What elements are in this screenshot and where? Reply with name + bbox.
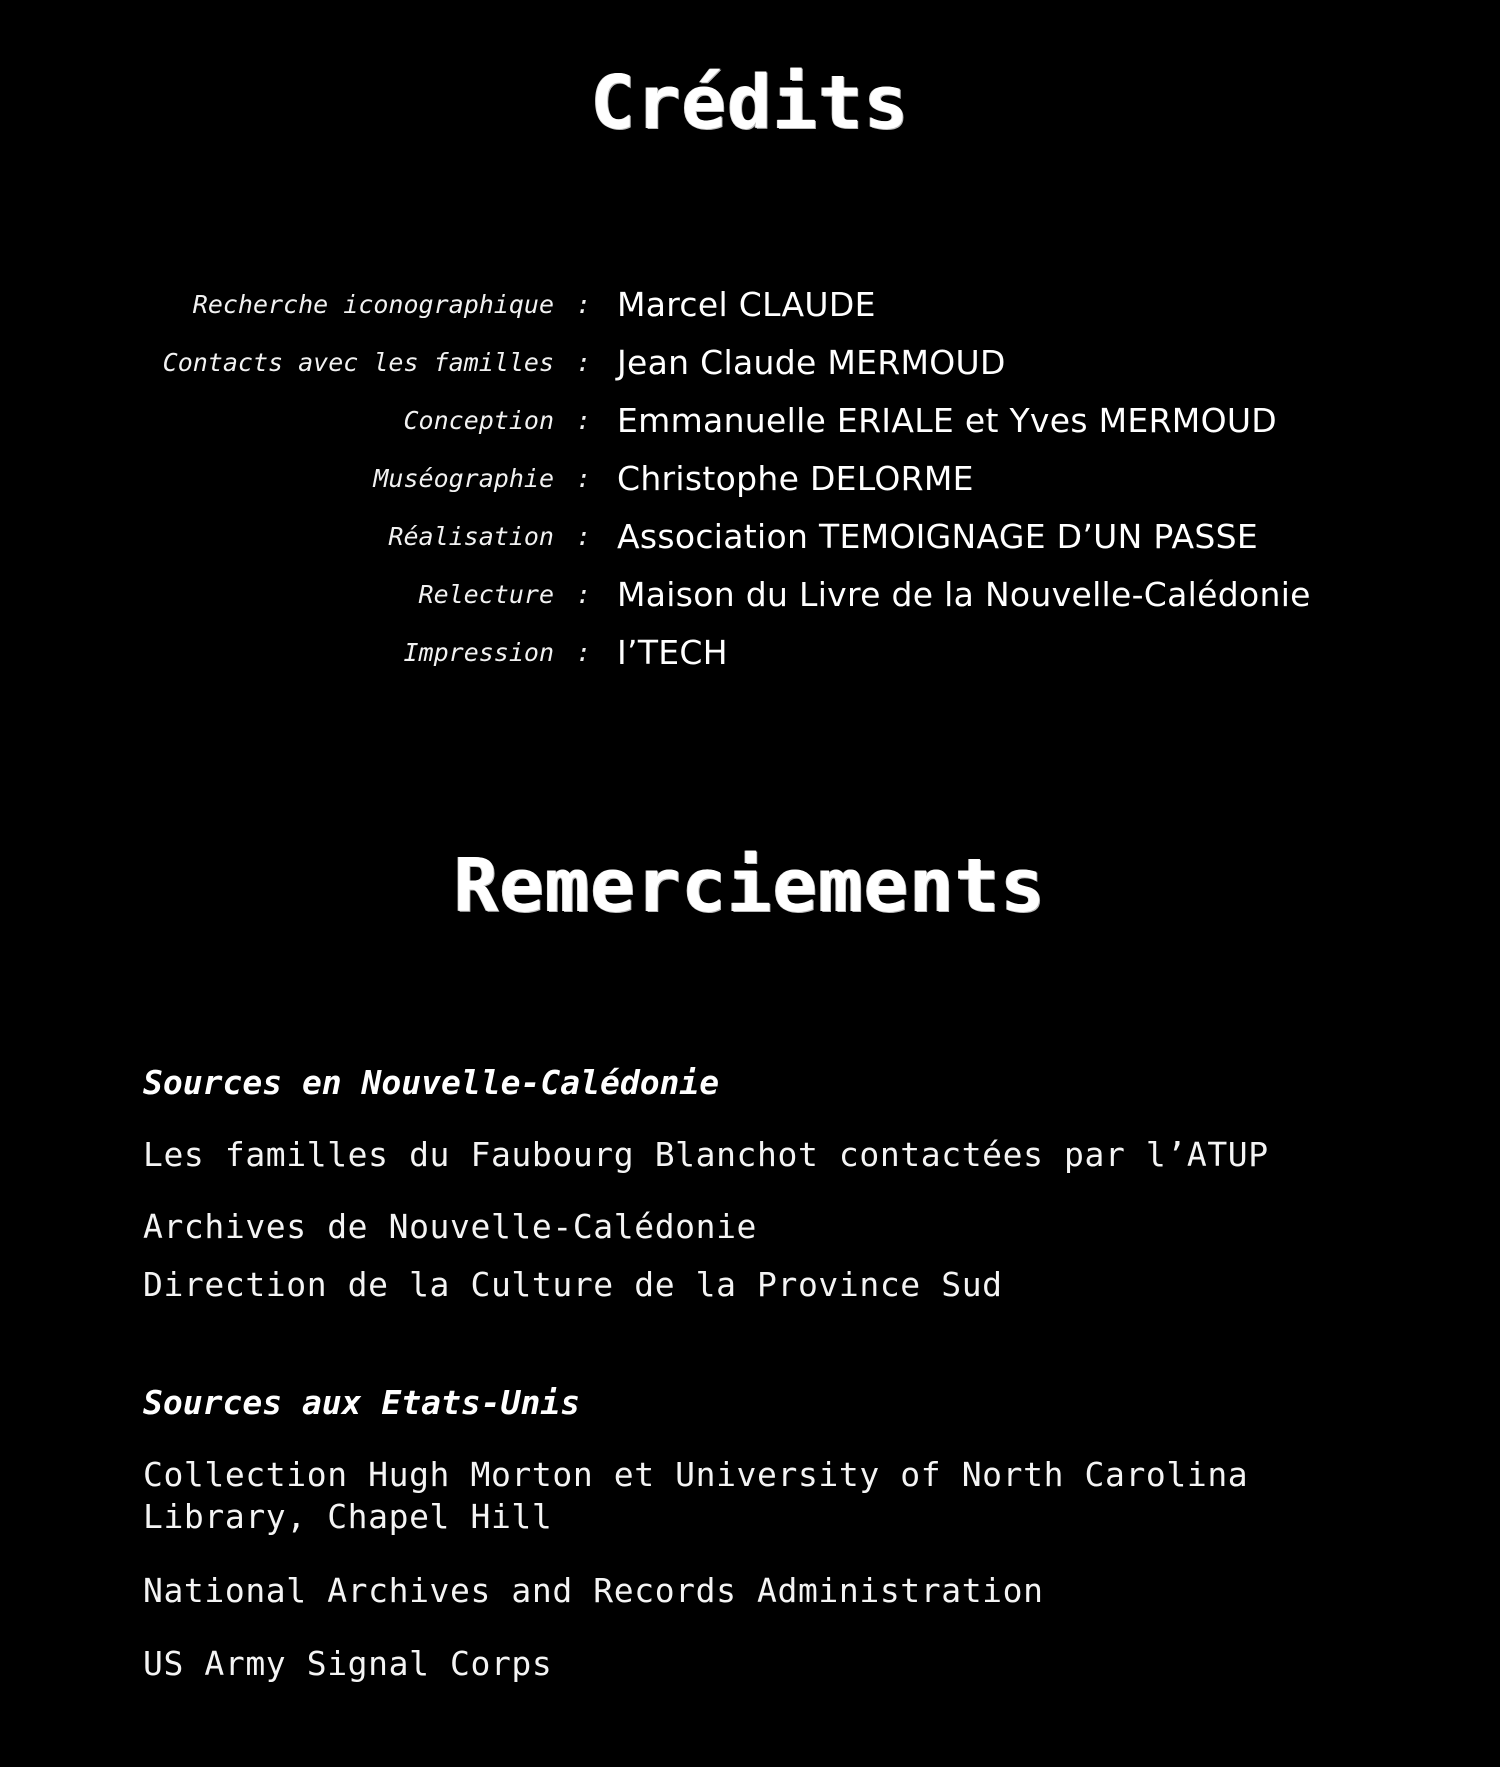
credit-separator: : [576,580,592,609]
credit-row-proofreading [0,571,1500,619]
credit-row-museography [0,455,1500,503]
source-item: Les familles du Faubourg Blanchot contactées par l’ATUP [143,1135,1269,1174]
credit-role: Contacts avec les familles [162,348,554,377]
group-heading-new-caledonia: Sources en Nouvelle-Calédonie [143,1063,720,1102]
credit-role: Relecture [418,580,554,609]
credit-row-iconography [0,281,1500,329]
credit-row-production [0,513,1500,561]
credit-role: Recherche iconographique [192,290,554,319]
credit-name: Maison du Livre de la Nouvelle-Calédonie [617,575,1311,614]
credit-separator: : [576,406,592,435]
credit-name: Christophe DELORME [617,459,974,498]
credit-role: Réalisation [388,522,554,551]
group-heading-united-states: Sources aux Etats-Unis [143,1383,581,1422]
credit-name: Marcel CLAUDE [617,285,876,324]
thanks-title: Remerciements [453,843,1047,929]
credit-name: I’TECH [617,633,728,672]
source-item: Archives de Nouvelle-Calédonie [143,1207,758,1246]
credit-role: Conception [403,406,554,435]
credit-row-contacts [0,339,1500,387]
source-item: National Archives and Records Administration [143,1571,1044,1610]
credit-role: Impression [403,638,554,667]
credit-separator: : [576,290,592,319]
credit-name: Emmanuelle ERIALE et Yves MERMOUD [617,401,1278,440]
credit-separator: : [576,348,592,377]
credit-name: Jean Claude MERMOUD [617,343,1006,382]
credit-separator: : [576,464,592,493]
credit-row-printing [0,629,1500,677]
source-item: US Army Signal Corps [143,1644,553,1683]
credit-name: Association TEMOIGNAGE D’UN PASSE [617,517,1258,556]
credit-separator: : [576,522,592,551]
credit-separator: : [576,638,592,667]
source-item: Direction de la Culture de la Province Sud [143,1265,1003,1304]
source-item: Collection Hugh Morton et University of North Carolina Library, Chapel Hill [143,1455,1249,1536]
credit-role: Muséographie [373,464,554,493]
credits-title: Crédits [590,60,910,146]
credit-row-conception [0,397,1500,445]
